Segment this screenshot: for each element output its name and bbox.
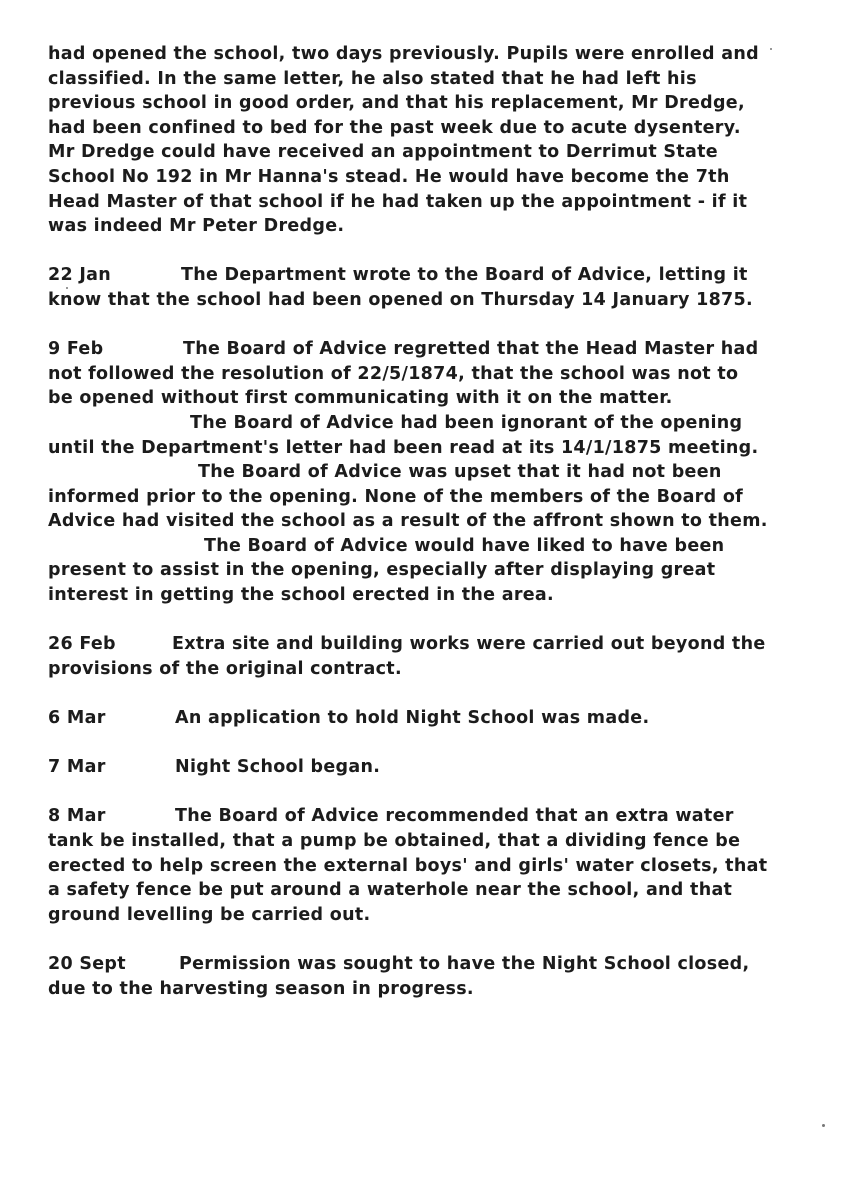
entry-date: 6 Mar <box>48 708 106 729</box>
entry-8-mar <box>48 804 768 927</box>
entry-text: The Board of Advice recommended that an extra water tank be installed, that a pump be obtained, that a dividing fence be erected to help screen the external boys' and girls' water closets, that a safety fence be put around a waterhole near the school, and that ground levelling be carried out. <box>48 806 768 925</box>
entry-22-jan <box>48 263 768 312</box>
intro-paragraph: had opened the school, two days previously. Pupils were enrolled and classified. In the same letter, he also stated that he had left his previous school in good order, and that his replacement, Mr Dredge, had been confined to bed for the past week due to acute dysentery. Mr Dredge could have received an appointment to Derrimut State School No 192 in Mr Hanna's stead. He would have become the 7th Head Master of that school if he had taken up the appointment - if it was indeed Mr Peter Dredge. <box>48 44 759 237</box>
entry-date: 7 Mar <box>48 757 106 778</box>
entry-6-mar <box>48 706 768 731</box>
entry-main <box>48 337 768 411</box>
entry-text: Permission was sought to have the Night School closed, due to the harvesting season in progress. <box>48 953 750 999</box>
scan-speck <box>822 1124 825 1127</box>
entry-9-feb <box>48 337 768 608</box>
scan-speck <box>66 287 68 289</box>
entry-text: An application to hold Night School was made. <box>175 708 650 729</box>
entry-date: 9 Feb <box>48 339 104 360</box>
entry-date: 20 Sept <box>48 953 126 974</box>
entry-date: 8 Mar <box>48 806 106 827</box>
entry-26-feb <box>48 632 768 681</box>
entry-date: 26 Feb <box>48 634 116 655</box>
entry-20-sept <box>48 952 768 1001</box>
entry-subparagraph: The Board of Advice would have liked to have been present to assist in the opening, especially after displaying great interest in getting the school erected in the area. <box>48 535 725 606</box>
entry-7-mar <box>48 755 768 780</box>
entry-text: Extra site and building works were carried out beyond the provisions of the original contract. <box>48 634 766 679</box>
entry-subparagraph: The Board of Advice had been ignorant of the opening until the Department's letter had been read at its 14/1/1875 meeting. <box>48 412 759 458</box>
entry-text: Night School began. <box>175 757 381 778</box>
entry-subparagraph: The Board of Advice was upset that it had not been informed prior to the opening. None of the members of the Board of Advice had visited the school as a result of the affront shown to them. <box>48 462 768 532</box>
scan-speck <box>770 48 772 50</box>
entry-date: 22 Jan <box>48 265 112 286</box>
entry-text: The Department wrote to the Board of Advice, letting it know that the school had been opened on Thursday 14 January 1875. <box>48 265 753 310</box>
entry-text: The Board of Advice regretted that the Head Master had not followed the resolution of 22/5/1874, that the school was not to be opened without first communicating with it on the matter. <box>48 339 759 409</box>
document-body <box>48 42 768 1026</box>
